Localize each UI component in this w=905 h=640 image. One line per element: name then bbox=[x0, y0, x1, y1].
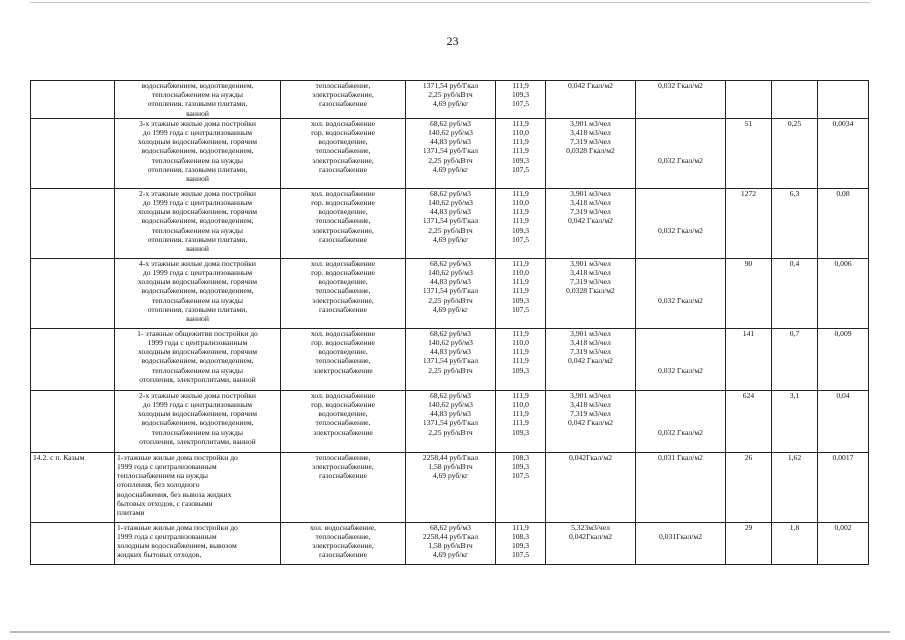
category-cell: 3-х этажные жилые дома постройки до 1999 года с централизованным холодным водоснабжением, горячим водоснабжением, водоотведением, теплоснабжением на нужды отопления, газовыми плитами, ванной bbox=[115, 118, 281, 188]
index-cell: 111,9 110,0 111,9 111,9 109,3 bbox=[496, 328, 546, 390]
value-3-cell: 0,0017 bbox=[818, 452, 869, 522]
category-cell: 4-х этажные жилые дома постройки до 1999 года с централизованным холодным водоснабжением, горячим водоснабжением, водоотведением, теплоснабжением на нужды отопления, газовыми плитами, ванной bbox=[115, 258, 281, 328]
index-cell: 111,9 108,3 109,3 107,5 bbox=[496, 522, 546, 564]
norm-b-cell: 0,032 Гкал/м2 bbox=[636, 188, 726, 258]
tariffs-cell: 68,62 руб/м3 140,62 руб/м3 44,83 руб/м3 1371,54 руб/Гкал 2,25 руб/кВтч 4,69 руб/кг bbox=[406, 188, 496, 258]
services-cell: хол. водоснабжение, теплоснабжение, электроснабжение, газоснабжение bbox=[281, 522, 406, 564]
services-cell: теплоснабжение, электроснабжение, газоснабжение bbox=[281, 452, 406, 522]
value-2-cell: 1,62 bbox=[772, 452, 818, 522]
norm-b-cell: 0,032 Гкал/м2 bbox=[636, 390, 726, 452]
index-cell: 111,9 110,0 111,9 111,9 109,3 bbox=[496, 390, 546, 452]
scan-bottom-edge bbox=[10, 631, 890, 633]
norm-b-cell: 0,031Гкал/м2 bbox=[636, 522, 726, 564]
table-row bbox=[31, 118, 869, 188]
value-1-cell: 29 bbox=[726, 522, 772, 564]
tariffs-cell: 68,62 руб/м3 140,62 руб/м3 44,83 руб/м3 1371,54 руб/Гкал 2,25 руб/кВтч 4,69 руб/кг bbox=[406, 118, 496, 188]
norm-a-cell: 3,901 м3/чел 3,418 м3/чел 7,319 м3/чел 0,0328 Гкал/м2 bbox=[546, 258, 636, 328]
value-3-cell: 0,006 bbox=[818, 258, 869, 328]
locality-cell bbox=[31, 258, 115, 328]
value-3-cell: 0,0034 bbox=[818, 118, 869, 188]
tariffs-cell: 2258,44 руб/Гкал 1,58 руб/кВтч 4,69 руб/кг bbox=[406, 452, 496, 522]
locality-cell bbox=[31, 390, 115, 452]
value-3-cell bbox=[818, 81, 869, 119]
norm-a-cell: 0,042Гкал/м2 bbox=[546, 452, 636, 522]
table-body bbox=[31, 81, 869, 565]
table-row bbox=[31, 328, 869, 390]
value-3-cell: 0,08 bbox=[818, 188, 869, 258]
table-row bbox=[31, 522, 869, 564]
index-cell: 111,9 110,0 111,9 111,9 109,3 107,5 bbox=[496, 188, 546, 258]
locality-cell bbox=[31, 522, 115, 564]
norm-b-cell: 0,032 Гкал/м2 bbox=[636, 118, 726, 188]
norm-b-cell: 0,032 Гкал/м2 bbox=[636, 328, 726, 390]
tariffs-cell: 68,62 руб/м3 140,62 руб/м3 44,83 руб/м3 1371,54 руб/Гкал 2,25 руб/кВтч bbox=[406, 328, 496, 390]
value-1-cell: 51 bbox=[726, 118, 772, 188]
value-2-cell: 0,7 bbox=[772, 328, 818, 390]
tariff-table bbox=[30, 80, 869, 565]
value-3-cell: 0,04 bbox=[818, 390, 869, 452]
norm-a-cell: 3,901 м3/чел 3,418 м3/чел 7,319 м3/чел 0,0328 Гкал/м2 bbox=[546, 118, 636, 188]
services-cell: хол. водоснабжение гор. водоснабжение водоотведение, теплоснабжение, электроснабжение bbox=[281, 390, 406, 452]
tariffs-cell: 68,62 руб/м3 140,62 руб/м3 44,83 руб/м3 1371,54 руб/Гкал 2,25 руб/кВтч 4,69 руб/кг bbox=[406, 258, 496, 328]
locality-cell bbox=[31, 118, 115, 188]
page-number: 23 bbox=[446, 34, 459, 48]
norm-b-cell: 0,031 Гкал/м2 bbox=[636, 452, 726, 522]
category-cell: 2-х этажные жилые дома постройки до 1999 года с централизованным холодным водоснабжением, горячим водоснабжением, водоотведением, теплоснабжением на нужды отопления, газовыми плитами, ванной bbox=[115, 188, 281, 258]
category-cell: 2-х этажные жилые дома постройки до 1999 года с централизованным холодным водоснабжением, горячим водоснабжением, водоотведением, теплоснабжением на нужды отопления, электроплитами, ванной bbox=[115, 390, 281, 452]
index-cell: 108,3 109,3 107,5 bbox=[496, 452, 546, 522]
value-1-cell: 26 bbox=[726, 452, 772, 522]
tariffs-cell: 1371,54 руб/Гкал 2,25 руб/кВтч 4,69 руб/кг bbox=[406, 81, 496, 119]
norm-a-cell: 0,042 Гкал/м2 bbox=[546, 81, 636, 119]
table-row bbox=[31, 188, 869, 258]
norm-a-cell: 5,323м3/чел 0,042Гкал/м2 bbox=[546, 522, 636, 564]
value-2-cell: 0,4 bbox=[772, 258, 818, 328]
value-2-cell: 0,25 bbox=[772, 118, 818, 188]
value-1-cell bbox=[726, 81, 772, 119]
category-cell: 1-этажные жилые дома постройки до 1999 года с централизованным теплоснабжением на нужды отопления, без холодного водоснабжения, без вывоза жидких бытовых отходов, с газовыми плитами bbox=[115, 452, 281, 522]
value-2-cell: 6,3 bbox=[772, 188, 818, 258]
index-cell: 111,9 110,0 111,9 111,9 109,3 107,5 bbox=[496, 258, 546, 328]
value-1-cell: 90 bbox=[726, 258, 772, 328]
value-3-cell: 0,009 bbox=[818, 328, 869, 390]
value-1-cell: 141 bbox=[726, 328, 772, 390]
locality-cell bbox=[31, 328, 115, 390]
index-cell: 111,9 109,3 107,5 bbox=[496, 81, 546, 119]
services-cell: хол. водоснабжение гор. водоснабжение водоотведение, теплоснабжение, электроснабжение, газоснабжение bbox=[281, 258, 406, 328]
tariffs-cell: 68,62 руб/м3 140,62 руб/м3 44,83 руб/м3 1371,54 руб/Гкал 2,25 руб/кВтч bbox=[406, 390, 496, 452]
norm-a-cell: 3,901 м3/чел 3,418 м3/чел 7,319 м3/чел 0,042 Гкал/м2 bbox=[546, 390, 636, 452]
table-row bbox=[31, 452, 869, 522]
norm-b-cell: 0,032 Гкал/м2 bbox=[636, 81, 726, 119]
locality-cell bbox=[31, 81, 115, 119]
locality-cell: 14.2. с п. Казым bbox=[31, 452, 115, 522]
services-cell: хол. водоснабжение гор. водоснабжение водоотведение, теплоснабжение, электроснабжение, газоснабжение bbox=[281, 188, 406, 258]
services-cell: хол. водоснабжение гор. водоснабжение водоотведение, теплоснабжение, электроснабжение, газоснабжение bbox=[281, 118, 406, 188]
locality-cell bbox=[31, 188, 115, 258]
norm-a-cell: 3,901 м3/чел 3,418 м3/чел 7,319 м3/чел 0,042 Гкал/м2 bbox=[546, 328, 636, 390]
table-row bbox=[31, 258, 869, 328]
index-cell: 111,9 110,0 111,9 111,9 109,3 107,5 bbox=[496, 118, 546, 188]
value-2-cell: 3,1 bbox=[772, 390, 818, 452]
value-2-cell bbox=[772, 81, 818, 119]
norm-a-cell: 3,901 м3/чел 3,418 м3/чел 7,319 м3/чел 0,042 Гкал/м2 bbox=[546, 188, 636, 258]
services-cell: хол. водоснабжение гор. водоснабжение водоотведение, теплоснабжение, электроснабжение bbox=[281, 328, 406, 390]
table-row bbox=[31, 81, 869, 119]
value-3-cell: 0,002 bbox=[818, 522, 869, 564]
value-1-cell: 1272 bbox=[726, 188, 772, 258]
category-cell: 1- этажные общежития постройки до 1999 года с централизованным холодным водоснабжением, горячим водоснабжением, водоотведением, теплоснабжением на нужды отопления, электроплитами, ванной bbox=[115, 328, 281, 390]
services-cell: теплоснабжение, электроснабжение, газоснабжение bbox=[281, 81, 406, 119]
table-row bbox=[31, 390, 869, 452]
category-cell: 1-этажные жилые дома постройки до 1999 года с централизованным холодным водоснабжением, вывозом жидких бытовых отходов, bbox=[115, 522, 281, 564]
tariffs-cell: 68,62 руб/м3 2258,44 руб/Гкал 1,58 руб/кВтч 4,69 руб/кг bbox=[406, 522, 496, 564]
value-2-cell: 1,8 bbox=[772, 522, 818, 564]
norm-b-cell: 0,032 Гкал/м2 bbox=[636, 258, 726, 328]
scan-top-edge bbox=[30, 2, 870, 3]
category-cell: водоснабжением, водоотведением, теплоснабжением на нужды отопления, газовыми плитами, ванной bbox=[115, 81, 281, 119]
value-1-cell: 624 bbox=[726, 390, 772, 452]
